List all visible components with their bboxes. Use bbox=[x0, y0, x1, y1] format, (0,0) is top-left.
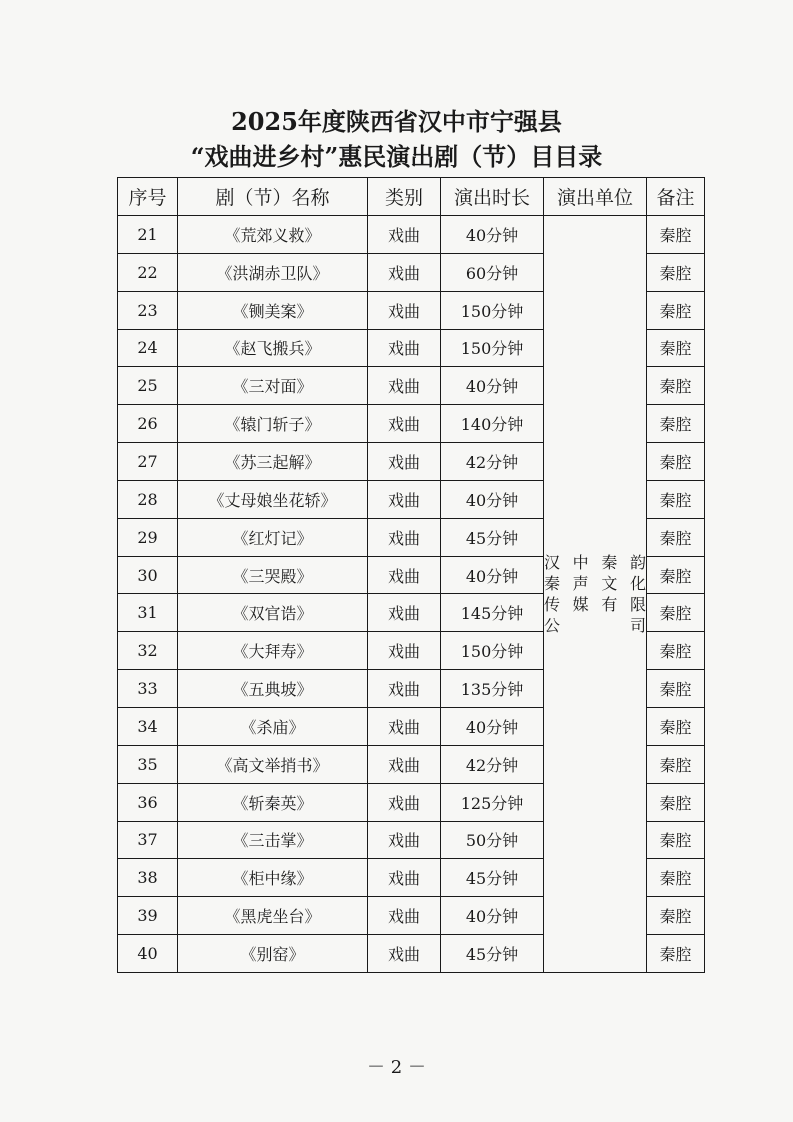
cell-type: 戏曲 bbox=[368, 783, 441, 821]
cell-type: 戏曲 bbox=[368, 367, 441, 405]
header-unit: 演出单位 bbox=[544, 178, 647, 216]
table-row bbox=[118, 216, 705, 254]
cell-index: 25 bbox=[118, 367, 178, 405]
cell-name: 《赵飞搬兵》 bbox=[178, 329, 368, 367]
cell-name: 《五典坡》 bbox=[178, 670, 368, 708]
cell-name: 《三击掌》 bbox=[178, 821, 368, 859]
cell-index: 23 bbox=[118, 291, 178, 329]
cell-name: 《别窑》 bbox=[178, 935, 368, 973]
cell-index: 28 bbox=[118, 480, 178, 518]
cell-duration: 45分钟 bbox=[441, 859, 544, 897]
cell-duration: 60分钟 bbox=[441, 253, 544, 291]
cell-index: 33 bbox=[118, 670, 178, 708]
cell-duration: 135分钟 bbox=[441, 670, 544, 708]
cell-index: 39 bbox=[118, 897, 178, 935]
cell-index: 30 bbox=[118, 556, 178, 594]
cell-note: 秦腔 bbox=[647, 897, 705, 935]
cell-index: 29 bbox=[118, 518, 178, 556]
program-table bbox=[117, 177, 705, 973]
cell-type: 戏曲 bbox=[368, 253, 441, 291]
header-type: 类别 bbox=[368, 178, 441, 216]
cell-duration: 150分钟 bbox=[441, 329, 544, 367]
cell-type: 戏曲 bbox=[368, 707, 441, 745]
page-number: － 2 － bbox=[367, 1057, 426, 1078]
document-title-line-1: 2025年度陕西省汉中市宁强县 bbox=[231, 107, 562, 136]
cell-note: 秦腔 bbox=[647, 821, 705, 859]
cell-type: 戏曲 bbox=[368, 594, 441, 632]
cell-duration: 40分钟 bbox=[441, 897, 544, 935]
cell-index: 22 bbox=[118, 253, 178, 291]
cell-type: 戏曲 bbox=[368, 216, 441, 254]
cell-note: 秦腔 bbox=[647, 367, 705, 405]
cell-type: 戏曲 bbox=[368, 670, 441, 708]
cell-note: 秦腔 bbox=[647, 216, 705, 254]
cell-index: 27 bbox=[118, 443, 178, 481]
cell-name: 《铡美案》 bbox=[178, 291, 368, 329]
cell-type: 戏曲 bbox=[368, 291, 441, 329]
cell-note: 秦腔 bbox=[647, 518, 705, 556]
cell-duration: 50分钟 bbox=[441, 821, 544, 859]
document-title-line-2: “戏曲进乡村”惠民演出剧（节）目目录 bbox=[190, 142, 603, 171]
cell-duration: 45分钟 bbox=[441, 935, 544, 973]
cell-name: 《洪湖赤卫队》 bbox=[178, 253, 368, 291]
cell-name: 《杀庙》 bbox=[178, 707, 368, 745]
cell-name: 《三哭殿》 bbox=[178, 556, 368, 594]
unit-line-2: 秦声文化 bbox=[544, 573, 646, 593]
cell-duration: 150分钟 bbox=[441, 632, 544, 670]
cell-duration: 45分钟 bbox=[441, 518, 544, 556]
cell-duration: 40分钟 bbox=[441, 216, 544, 254]
cell-type: 戏曲 bbox=[368, 935, 441, 973]
cell-note: 秦腔 bbox=[647, 405, 705, 443]
cell-duration: 40分钟 bbox=[441, 707, 544, 745]
cell-index: 38 bbox=[118, 859, 178, 897]
header-duration: 演出时长 bbox=[441, 178, 544, 216]
cell-note: 秦腔 bbox=[647, 859, 705, 897]
cell-name: 《黑虎坐台》 bbox=[178, 897, 368, 935]
cell-duration: 145分钟 bbox=[441, 594, 544, 632]
cell-note: 秦腔 bbox=[647, 253, 705, 291]
cell-duration: 42分钟 bbox=[441, 443, 544, 481]
cell-note: 秦腔 bbox=[647, 783, 705, 821]
cell-name: 《苏三起解》 bbox=[178, 443, 368, 481]
cell-name: 《大拜寿》 bbox=[178, 632, 368, 670]
cell-note: 秦腔 bbox=[647, 443, 705, 481]
cell-type: 戏曲 bbox=[368, 821, 441, 859]
cell-index: 26 bbox=[118, 405, 178, 443]
cell-index: 34 bbox=[118, 707, 178, 745]
cell-name: 《辕门斩子》 bbox=[178, 405, 368, 443]
table-header-row bbox=[118, 178, 705, 216]
cell-duration: 140分钟 bbox=[441, 405, 544, 443]
cell-performing-unit bbox=[544, 216, 647, 973]
cell-type: 戏曲 bbox=[368, 480, 441, 518]
cell-name: 《柜中缘》 bbox=[178, 859, 368, 897]
cell-index: 40 bbox=[118, 935, 178, 973]
cell-type: 戏曲 bbox=[368, 556, 441, 594]
cell-type: 戏曲 bbox=[368, 329, 441, 367]
cell-name: 《三对面》 bbox=[178, 367, 368, 405]
cell-type: 戏曲 bbox=[368, 745, 441, 783]
header-note: 备注 bbox=[647, 178, 705, 216]
unit-line-3: 传媒有限 bbox=[544, 594, 646, 614]
cell-note: 秦腔 bbox=[647, 707, 705, 745]
cell-duration: 40分钟 bbox=[441, 367, 544, 405]
cell-name: 《双官诰》 bbox=[178, 594, 368, 632]
cell-name: 《红灯记》 bbox=[178, 518, 368, 556]
cell-index: 24 bbox=[118, 329, 178, 367]
cell-type: 戏曲 bbox=[368, 632, 441, 670]
header-name: 剧（节）名称 bbox=[178, 178, 368, 216]
cell-index: 37 bbox=[118, 821, 178, 859]
unit-line-1: 汉中秦韵 bbox=[544, 552, 646, 572]
header-index: 序号 bbox=[118, 178, 178, 216]
cell-name: 《荒郊义救》 bbox=[178, 216, 368, 254]
cell-duration: 40分钟 bbox=[441, 480, 544, 518]
cell-note: 秦腔 bbox=[647, 745, 705, 783]
cell-duration: 42分钟 bbox=[441, 745, 544, 783]
cell-type: 戏曲 bbox=[368, 443, 441, 481]
cell-type: 戏曲 bbox=[368, 897, 441, 935]
cell-note: 秦腔 bbox=[647, 594, 705, 632]
cell-note: 秦腔 bbox=[647, 935, 705, 973]
cell-type: 戏曲 bbox=[368, 518, 441, 556]
cell-name: 《斩秦英》 bbox=[178, 783, 368, 821]
cell-note: 秦腔 bbox=[647, 556, 705, 594]
cell-note: 秦腔 bbox=[647, 291, 705, 329]
cell-note: 秦腔 bbox=[647, 329, 705, 367]
cell-type: 戏曲 bbox=[368, 405, 441, 443]
cell-note: 秦腔 bbox=[647, 632, 705, 670]
cell-index: 36 bbox=[118, 783, 178, 821]
cell-index: 32 bbox=[118, 632, 178, 670]
cell-duration: 150分钟 bbox=[441, 291, 544, 329]
cell-type: 戏曲 bbox=[368, 859, 441, 897]
unit-line-4: 公司 bbox=[544, 615, 646, 635]
cell-name: 《高文举捎书》 bbox=[178, 745, 368, 783]
cell-index: 31 bbox=[118, 594, 178, 632]
cell-duration: 40分钟 bbox=[441, 556, 544, 594]
cell-note: 秦腔 bbox=[647, 670, 705, 708]
cell-note: 秦腔 bbox=[647, 480, 705, 518]
cell-index: 35 bbox=[118, 745, 178, 783]
cell-duration: 125分钟 bbox=[441, 783, 544, 821]
cell-index: 21 bbox=[118, 216, 178, 254]
cell-name: 《丈母娘坐花轿》 bbox=[178, 480, 368, 518]
